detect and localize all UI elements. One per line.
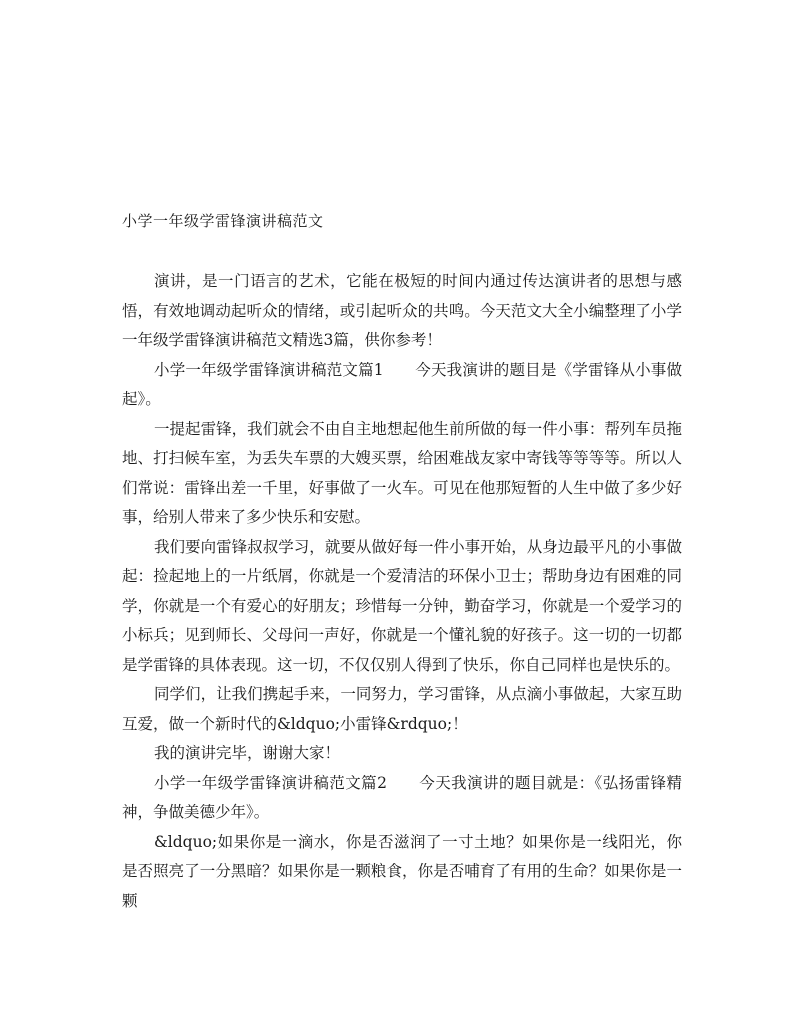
paragraph: 一提起雷锋，我们就会不由自主地想起他生前所做的每一件小事：帮列车员拖地、打扫候车室，为丢失车票的大嫂买票，给困难战友家中寄钱等等等等。所以人们常说：雷锋出差一千里，好事做了一火车。可见在他那短暂的人生中做了多少好事，给别人带来了多少快乐和安慰。	[122, 419, 682, 526]
paragraph: 我的演讲完毕，谢谢大家！	[154, 744, 341, 762]
paragraph: 同学们，让我们携起手来，一同努力，学习雷锋，从点滴小事做起，大家互助互爱，做一个新时代的&ldquo;小雷锋&rdquo;！	[122, 685, 682, 733]
paragraph: &ldquo;如果你是一滴水，你是否滋润了一寸土地？如果你是一线阳光，你是否照亮了一分黑暗？如果你是一颗粮食，你是否哺育了有用的生命？如果你是一颗	[122, 832, 682, 910]
paragraph: 我们要向雷锋叔叔学习，就要从做好每一件小事开始，从身边最平凡的小事做起：捡起地上的一片纸屑，你就是一个爱清洁的环保小卫士；帮助身边有困难的同学，你就是一个有爱心的好朋友；珍惜每一分钟，勤奋学习，你就是一个爱学习的小标兵；见到师长、父母问一声好，你就是一个懂礼貌的好孩子。这一切的一切都是学雷锋的具体表现。这一切，不仅仅别人得到了快乐，你自己同样也是快乐的。	[122, 537, 682, 674]
document-title: 小学一年级学雷锋演讲稿范文	[122, 212, 324, 230]
paragraph: 小学一年级学雷锋演讲稿范文篇1 今天我演讲的题目是《学雷锋从小事做起》。	[122, 360, 682, 408]
paragraph: 小学一年级学雷锋演讲稿范文篇2 今天我演讲的题目就是：《弘扬雷锋精神，争做美德少年》。	[122, 773, 682, 821]
document-body	[122, 267, 682, 916]
paragraph: 演讲，是一门语言的艺术，它能在极短的时间内通过传达演讲者的思想与感悟，有效地调动起听众的情绪，或引起听众的共鸣。今天范文大全小编整理了小学一年级学雷锋演讲稿范文精选3篇，供你参考！	[122, 272, 682, 349]
